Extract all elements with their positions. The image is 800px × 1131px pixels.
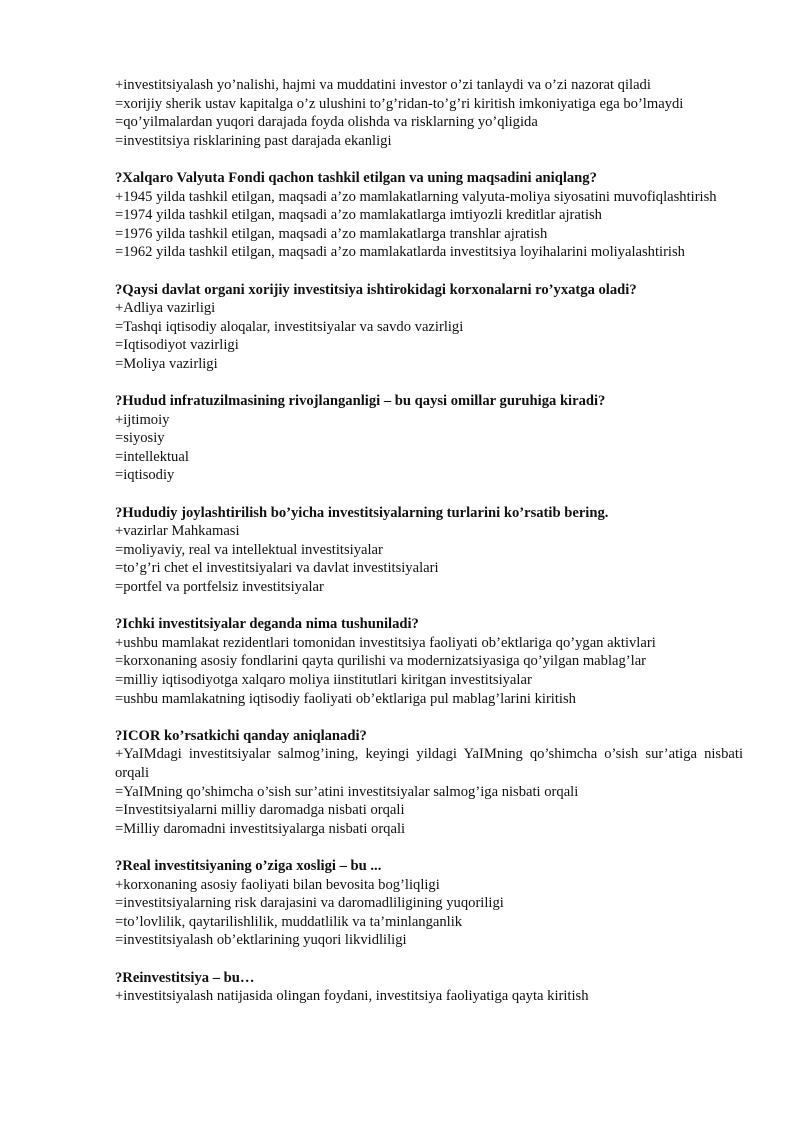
- question-text: ?Real investitsiyaning o’ziga xosligi – bu ...: [115, 857, 382, 874]
- question-block: [115, 169, 743, 262]
- correct-answer: +ushbu mamlakat rezidentlari tomonidan investitsiya faoliyati ob’ektlariga qo’ygan aktivlari: [115, 634, 656, 651]
- correct-answer: +Adliya vazirligi: [115, 300, 216, 317]
- answer-option: =korxonaning asosiy fondlarini qayta qurilishi va modernizatsiyasiga qo’yilgan mablag’lar: [115, 653, 647, 670]
- question-block: [115, 504, 743, 597]
- question-text: ?Hudud infratuzilmasining rivojlanganligi – bu qaysi omillar guruhiga kiradi?: [115, 393, 606, 410]
- correct-answer: +investitsiyalash yo’nalishi, hajmi va muddatini investor o’zi tanlaydi va o’zi nazorat qiladi: [115, 77, 651, 93]
- question-block: [115, 969, 743, 1006]
- answer-option: =investitsiyalash ob’ektlarining yuqori likvidliligi: [115, 932, 407, 949]
- document-page: [115, 76, 743, 1024]
- answer-option: =investitsiya risklarining past darajada ekanligi: [115, 132, 392, 149]
- answer-option: =ushbu mamlakatning iqtisodiy faoliyati ob’ektlariga pul mablag’larini kiritish: [115, 690, 576, 707]
- answer-option: =investitsiyalarning risk darajasini va daromadliligining yuqoriligi: [115, 895, 504, 912]
- answer-option: =1976 yilda tashkil etilgan, maqsadi a’zo mamlakatlarga transhlar ajratish: [115, 225, 548, 242]
- answer-option: =Milliy daromadni investitsiyalarga nisbati orqali: [115, 820, 406, 837]
- answer-option: =1962 yilda tashkil etilgan, maqsadi a’zo mamlakatlarda investitsiya loyihalarini moliyalashtirish: [115, 244, 685, 261]
- correct-answer: +korxonaning asosiy faoliyati bilan bevosita bog’liqligi: [115, 876, 440, 893]
- answer-option: =1974 yilda tashkil etilgan, maqsadi a’zo mamlakatlarga imtiyozli kreditlar ajratish: [115, 207, 602, 224]
- answer-option: =moliyaviy, real va intellektual investitsiyalar: [115, 541, 383, 558]
- question-text: ?Reinvestitsiya – bu…: [115, 969, 255, 986]
- answer-option: =to’g’ri chet el investitsiyalari va davlat investitsiyalari: [115, 560, 439, 577]
- answer-option: =iqtisodiy: [115, 467, 175, 484]
- question-block: [115, 76, 743, 150]
- answer-option: =Tashqi iqtisodiy aloqalar, investitsiyalar va savdo vazirligi: [115, 318, 464, 335]
- answer-option: =YaIMning qo’shimcha o’sish sur’atini investitsiyalar salmog’iga nisbati orqali: [115, 783, 579, 800]
- correct-answer: +YaIMdagi investitsiyalar salmog’ining, keyingi yildagi YaIMning qo’shimcha o’sish sur’atiga nisbati orqali: [115, 746, 743, 781]
- question-block: [115, 727, 743, 839]
- question-block: [115, 281, 743, 374]
- correct-answer: +ijtimoiy: [115, 411, 170, 428]
- answer-option: =intellektual: [115, 448, 189, 465]
- answer-option: =to’lovlilik, qaytarilishlilik, muddatlilik va ta’minlanganlik: [115, 913, 463, 930]
- correct-answer: +investitsiyalash natijasida olingan foydani, investitsiya faoliyatiga qayta kiritish: [115, 988, 589, 1005]
- question-text: ?Xalqaro Valyuta Fondi qachon tashkil etilgan va uning maqsadini aniqlang?: [115, 169, 597, 186]
- correct-answer: +vazirlar Mahkamasi: [115, 523, 240, 540]
- answer-option: =Moliya vazirligi: [115, 355, 218, 372]
- answer-option: =siyosiy: [115, 430, 165, 447]
- answer-option: =xorijiy sherik ustav kapitalga o’z ulushini to’g’ridan-to’g’ri kiritish imkoniyatiga ega bo’lmaydi: [115, 95, 684, 112]
- answer-option: =qo’yilmalardan yuqori darajada foyda olishda va risklarning yo’qligida: [115, 114, 538, 131]
- question-text: ?Qaysi davlat organi xorijiy investitsiya ishtirokidagi korxonalarni ro’yxatga oladi?: [115, 281, 637, 298]
- answer-option: =milliy iqtisodiyotga xalqaro moliya iinstitutlari kiritgan investitsiyalar: [115, 672, 532, 688]
- answer-option: =Iqtisodiyot vazirligi: [115, 337, 239, 354]
- question-text: ?ICOR ko’rsatkichi qanday aniqlanadi?: [115, 727, 367, 744]
- answer-option: =portfel va portfelsiz investitsiyalar: [115, 579, 324, 596]
- question-text: ?Ichki investitsiyalar deganda nima tushuniladi?: [115, 616, 419, 633]
- question-block: [115, 857, 743, 950]
- answer-option: =Investitsiyalarni milliy daromadga nisbati orqali: [115, 802, 405, 819]
- question-block: [115, 615, 743, 708]
- question-text: ?Hududiy joylashtirilish bo’yicha investitsiyalarning turlarini ko’rsatib bering.: [115, 504, 609, 521]
- correct-answer: +1945 yilda tashkil etilgan, maqsadi a’zo mamlakatlarning valyuta-moliya siyosatini muvofiqlashtirish: [115, 188, 717, 205]
- question-block: [115, 392, 743, 485]
